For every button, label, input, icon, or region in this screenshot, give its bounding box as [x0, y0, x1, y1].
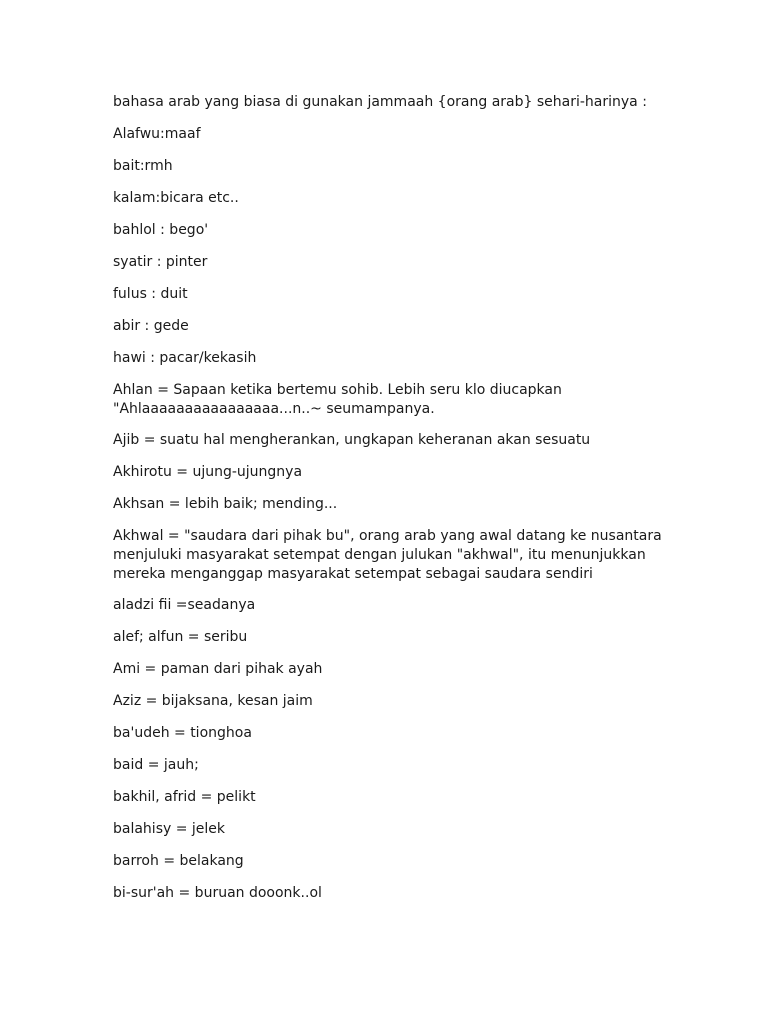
vocab-entry: Aziz = bijaksana, kesan jaim: [113, 693, 313, 709]
vocab-entry: hawi : pacar/kekasih: [113, 350, 257, 366]
vocab-entry: Akhwal = "saudara dari pihak bu", orang arab yang awal datang ke nusantara menjuluki masyarakat setempat dengan julukan "akhwal", itu menunjukkan mereka menganggap masyarakat setempat sebagai saudara sendiri: [113, 528, 662, 582]
vocab-entry: kalam:bicara etc..: [113, 190, 239, 206]
vocab-entry: syatir : pinter: [113, 254, 208, 270]
vocab-entry: Akhirotu = ujung-ujungnya: [113, 464, 303, 480]
vocab-entry: alef; alfun = seribu: [113, 629, 248, 645]
document-heading: bahasa arab yang biasa di gunakan jammaah {orang arab} sehari-harinya :: [113, 94, 647, 110]
vocab-entry: Alafwu:maaf: [113, 126, 201, 142]
vocab-entry: Ami = paman dari pihak ayah: [113, 661, 323, 677]
vocab-entry: balahisy = jelek: [113, 821, 226, 837]
vocab-entry: bi-sur'ah = buruan dooonk..ol: [113, 885, 322, 901]
vocab-entry: bahlol : bego': [113, 222, 209, 238]
vocab-entry: abir : gede: [113, 318, 189, 334]
vocab-entry: aladzi fii =seadanya: [113, 597, 256, 613]
vocab-entry: fulus : duit: [113, 286, 188, 302]
vocab-entry: Ahlan = Sapaan ketika bertemu sohib. Lebih seru klo diucapkan "Ahlaaaaaaaaaaaaaaaa...n..~ seumampanya.: [113, 382, 562, 417]
document-page: [113, 93, 673, 916]
vocab-entry: Akhsan = lebih baik; mending...: [113, 496, 338, 512]
vocab-entry: bait:rmh: [113, 158, 173, 174]
vocab-entry: ba'udeh = tionghoa: [113, 725, 252, 741]
vocab-entry: barroh = belakang: [113, 853, 244, 869]
vocab-entry: Ajib = suatu hal mengherankan, ungkapan keheranan akan sesuatu: [113, 432, 591, 448]
vocab-entry: bakhil, afrid = pelikt: [113, 789, 256, 805]
vocab-entry: baid = jauh;: [113, 757, 199, 773]
